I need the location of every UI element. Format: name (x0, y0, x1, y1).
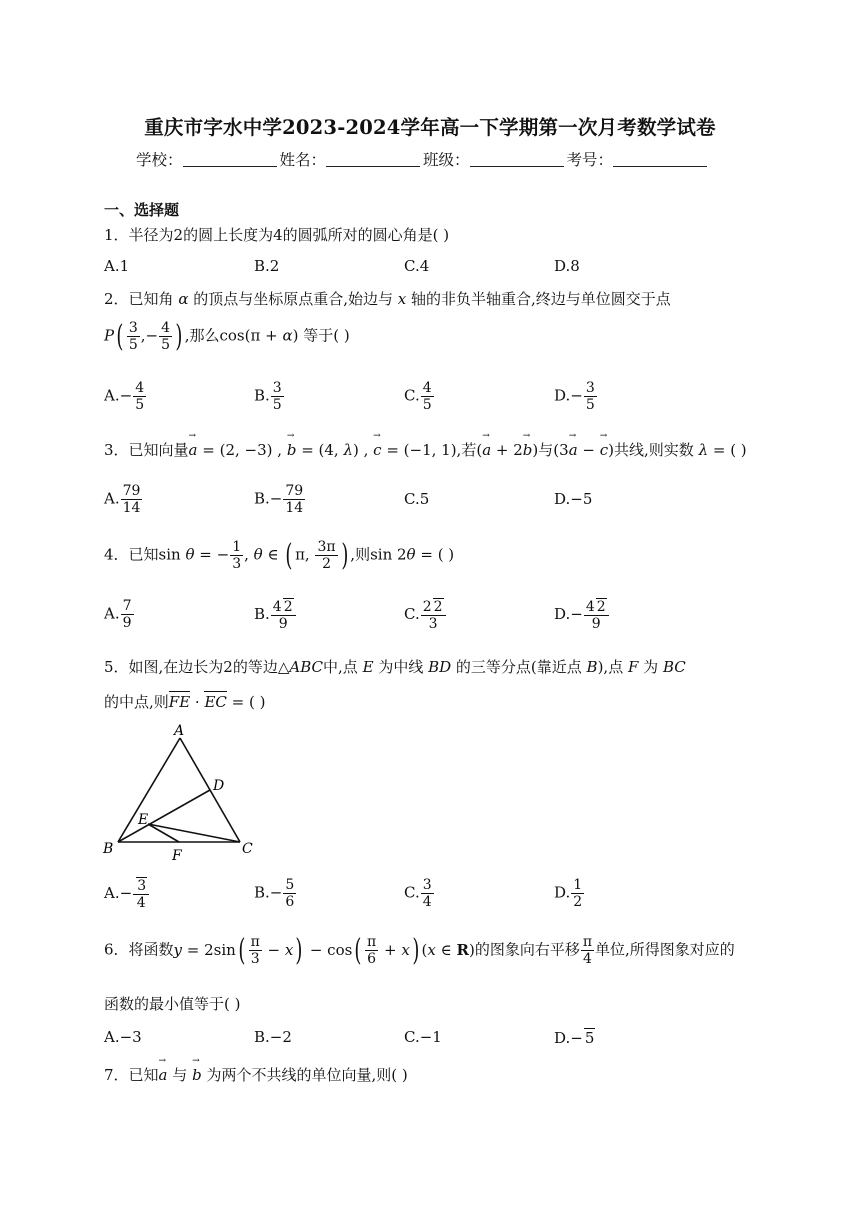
side-ab (118, 738, 180, 842)
info-school-label: 学校： (136, 151, 183, 169)
math-point-p: P (104, 326, 115, 345)
q4-option-d: D.− $\frac{4 2}{9}$ (554, 598, 610, 632)
math-dot-product: FE · EC = (168, 693, 249, 711)
q2-option-b: B. $\frac{3}{5}$ (254, 380, 282, 414)
q3-text-b: ,若 (456, 441, 477, 459)
math-paren: ( (116, 318, 124, 354)
math-sin-theta: sin θ = − (158, 545, 230, 564)
q4-option-c: C. $\frac{2 2}{3}$ (404, 598, 447, 632)
question-2-stem-line1 (104, 288, 671, 309)
q4-text-b: ,则 (350, 545, 371, 564)
question-5-stem-line1: 5．如图,在边长为2的等边△ABC中,点 E 为中线 BD 的三等分点(靠近点 B),点 F 为 BC (104, 658, 686, 676)
question-6-stem-line1 (104, 934, 735, 967)
math-sin-2theta: sin 2θ = (370, 545, 438, 564)
q5-text-h: ( ) (249, 693, 266, 711)
q5-text-g: 的中点,则 (104, 693, 169, 711)
q6-option-a: A.−3 (104, 1028, 142, 1046)
q6-option-d: D.− 5 (554, 1029, 595, 1047)
class-blank[interactable] (470, 152, 564, 167)
q5-text-a: 5．如图,在边长为2的等边 (104, 658, 278, 676)
q2-option-c: C. $\frac{4}{5}$ (404, 380, 432, 414)
segment-ec (148, 824, 240, 842)
q7-text-b: 与 (172, 1066, 188, 1084)
question-7-stem (104, 1064, 408, 1085)
q3-option-a: A. $\frac{79}{14}$ (104, 483, 141, 517)
label-c: C (242, 841, 253, 857)
math-x: x (393, 290, 411, 308)
q1-option-d: D.8 (554, 257, 580, 275)
section-heading: 一、选择题 (104, 201, 180, 219)
q5-option-c: C. $\frac{3}{4}$ (404, 877, 432, 911)
math-alpha: α (173, 290, 194, 308)
info-id-label: 考号： (566, 151, 614, 169)
math-vec-sum: (→ a + 2→ b) (476, 441, 538, 459)
student-info-line (136, 148, 710, 170)
q5-option-d: D. $\frac{1}{2}$ (554, 877, 583, 911)
q7-text-a: 7．已知 (104, 1066, 159, 1084)
q5-text-e: ),点 (597, 658, 624, 676)
q7-text-c: 为两个不共线的单位向量,则( ) (206, 1066, 408, 1084)
math-triangle-abc: △ABC (277, 658, 324, 676)
question-2-stem-line2: P( $\frac{3}{5}$ ,− $\frac{4}{5}$ ) ,那么cos(π + α) 等于( ) (104, 318, 350, 354)
question-6-stem-line2: 函数的最小值等于( ) (104, 995, 241, 1013)
q4-option-b: B. $\frac{4 2}{9}$ (254, 598, 297, 632)
q5-text-b: 中,点 (323, 658, 358, 676)
q6-option-c: C.−1 (404, 1028, 442, 1046)
math-vec-diff: (3→ a − → c) (553, 441, 614, 459)
q6-option-b: B.−2 (254, 1028, 292, 1046)
info-name-label: 姓名： (279, 151, 327, 169)
q6-text-a: 6．将函数 (104, 940, 174, 959)
q3-option-d: D.−5 (554, 490, 593, 508)
q3-text-e: ( ) (730, 441, 747, 459)
math-lambda: λ (693, 441, 713, 459)
q3-option-c: C.5 (404, 490, 430, 508)
math-theta: θ (253, 545, 263, 564)
q3-text-c: 与 (538, 441, 554, 459)
math-frac: $\frac{4}{5}$ (161, 320, 170, 354)
q5-option-a: A.− $\frac{3}{4}$ (104, 877, 150, 911)
info-class-label: 班级： (423, 151, 470, 169)
q3-option-b: B.− $\frac{79}{14}$ (254, 483, 304, 517)
q2-text-d: ,那么 (184, 326, 220, 345)
question-3-stem: 3．已知向量→ a = (2, −3) , → b = (4, λ) , → c = (−1, 1),若(→ a + 2→ b)与(3→ a − → c)共线,则实数 λ = ( ) (104, 439, 747, 460)
q1-option-b: B.2 (254, 257, 280, 275)
id-blank[interactable] (613, 152, 707, 167)
q2-option-d: D.− $\frac{3}{5}$ (554, 380, 595, 414)
math-vec-b: → b (192, 1066, 202, 1084)
math-vectors: → a = (2, −3) , → b = (4, λ) , → c = (−1, 1) (189, 441, 457, 459)
q6-text-c: 单位,所得图象对应的 (595, 940, 735, 959)
math-paren: ) (175, 318, 183, 354)
question-5-stem-line2 (104, 691, 265, 712)
q2-text-e: 等于( ) (303, 326, 350, 345)
math-frac: $\frac{3}{5}$ (128, 320, 138, 354)
label-b: B (103, 841, 114, 857)
math-frac: $\frac{1}{3}$ (232, 539, 242, 573)
q2-text-a: 2．已知角 (104, 290, 174, 308)
q4-option-a: A. $\frac{7}{9}$ (104, 598, 132, 632)
q2-text-c: 轴的非负半轴重合,终边与单位圆交于点 (411, 290, 671, 308)
label-d: D (213, 778, 225, 794)
q5-text-c: 为中线 (378, 658, 424, 676)
triangle-figure (100, 722, 270, 864)
math-vec-a: → a (159, 1066, 168, 1084)
q5-text-f: 为 (643, 658, 659, 676)
q4-text-a: 4．已知 (104, 545, 159, 564)
q1-option-a: A.1 (104, 257, 130, 275)
math-cos-expr: cos(π + α) (219, 326, 299, 345)
q2-text-b: 的顶点与坐标原点重合,始边与 (193, 290, 393, 308)
label-a: A (174, 723, 185, 739)
math-function-y: y = 2sin( $\frac{\pi}{3}$ − x) − cos( $\frac{\pi}{6}$ + x) (x ∈ R) (173, 932, 475, 968)
q3-text-d: 共线,则实数 (614, 441, 694, 459)
label-f: F (172, 848, 182, 864)
q2-option-a: A.− $\frac{4}{5}$ (104, 380, 145, 414)
school-blank[interactable] (183, 152, 277, 167)
question-1-stem: 1．半径为2的圆上长度为4的圆弧所对的圆心角是( ) (104, 226, 450, 244)
name-blank[interactable] (326, 152, 420, 167)
q5-text-d: 的三等分点(靠近点 (455, 658, 582, 676)
q4-text-c: ( ) (437, 545, 455, 564)
q5-option-b: B.− $\frac{5}{6}$ (254, 877, 295, 911)
label-e: E (138, 812, 149, 828)
page-title: 重庆市字水中学2023-2024学年高一下学期第一次月考数学试卷 (144, 116, 716, 139)
q3-text-a: 3．已知向量 (104, 441, 189, 459)
q1-option-c: C.4 (404, 257, 430, 275)
math-shift: $\frac{\pi}{4}$ (582, 934, 593, 968)
q6-text-b: 的图象向右平移 (474, 940, 580, 959)
question-4-stem: 4．已知sin θ = − $\frac{1}{3}$ , θ ∈ ( π, $\frac{3\pi}{2}$ ) ,则sin 2θ = ( ) (104, 537, 455, 573)
